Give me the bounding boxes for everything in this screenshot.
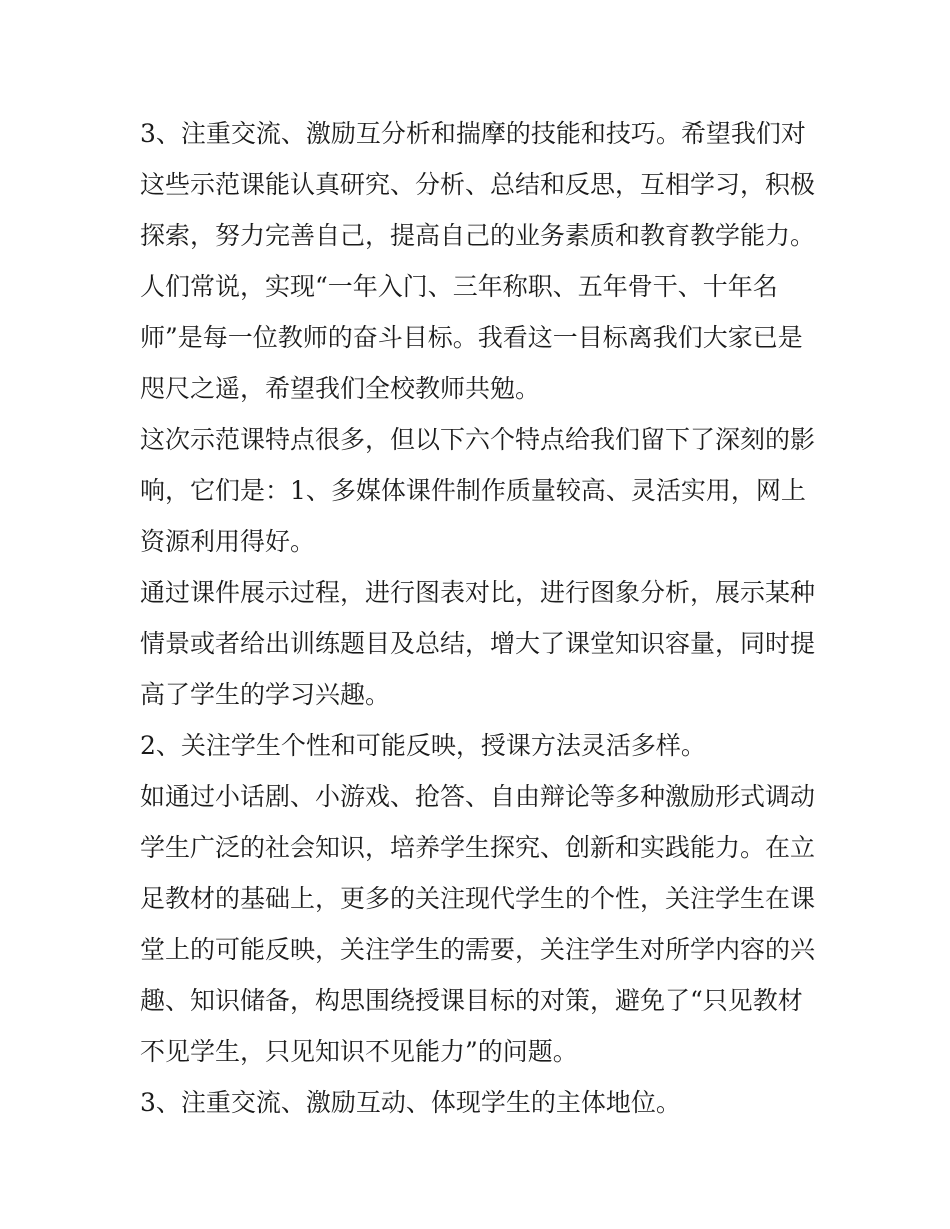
paragraph-1: 3、注重交流、激励互分析和揣摩的技能和技巧。希望我们对这些示范课能认真研究、分析、总结和反思，互相学习，积极探索，努力完善自己，提高自己的业务素质和教育教学能力。: [140, 119, 816, 250]
paragraph-7: 3、注重交流、激励互动、体现学生的主体地位。: [140, 1088, 681, 1117]
paragraph-2: 人们常说，实现“一年入门、三年称职、五年骨干、十年名师”是每一位教师的奋斗目标。我看这一目标离我们大家已是咫尺之遥，希望我们全校教师共勉。: [140, 272, 803, 403]
paragraph-5: 2、关注学生个性和可能反映，授课方法灵活多样。: [140, 731, 706, 760]
paragraph-3: 这次示范课特点很多，但以下六个特点给我们留下了深刻的影响，它们是：1、多媒体课件制作质量较高、灵活实用，网上资源利用得好。: [140, 425, 816, 556]
paragraph-4: 通过课件展示过程，进行图表对比，进行图象分析，展示某种情景或者给出训练题目及总结，增大了课堂知识容量，同时提高了学生的学习兴趣。: [140, 578, 816, 709]
document-body: [140, 108, 820, 1128]
paragraph-6: 如通过小话剧、小游戏、抢答、自由辩论等多种激励形式调动学生广泛的社会知识，培养学生探究、创新和实践能力。在立足教材的基础上，更多的关注现代学生的个性，关注学生在课堂上的可能反映，关注学生的需要，关注学生对所学内容的兴趣、知识储备，构思围绕授课目标的对策，避免了“只见教材不见学生，只见知识不见能力”的问题。: [140, 782, 816, 1066]
